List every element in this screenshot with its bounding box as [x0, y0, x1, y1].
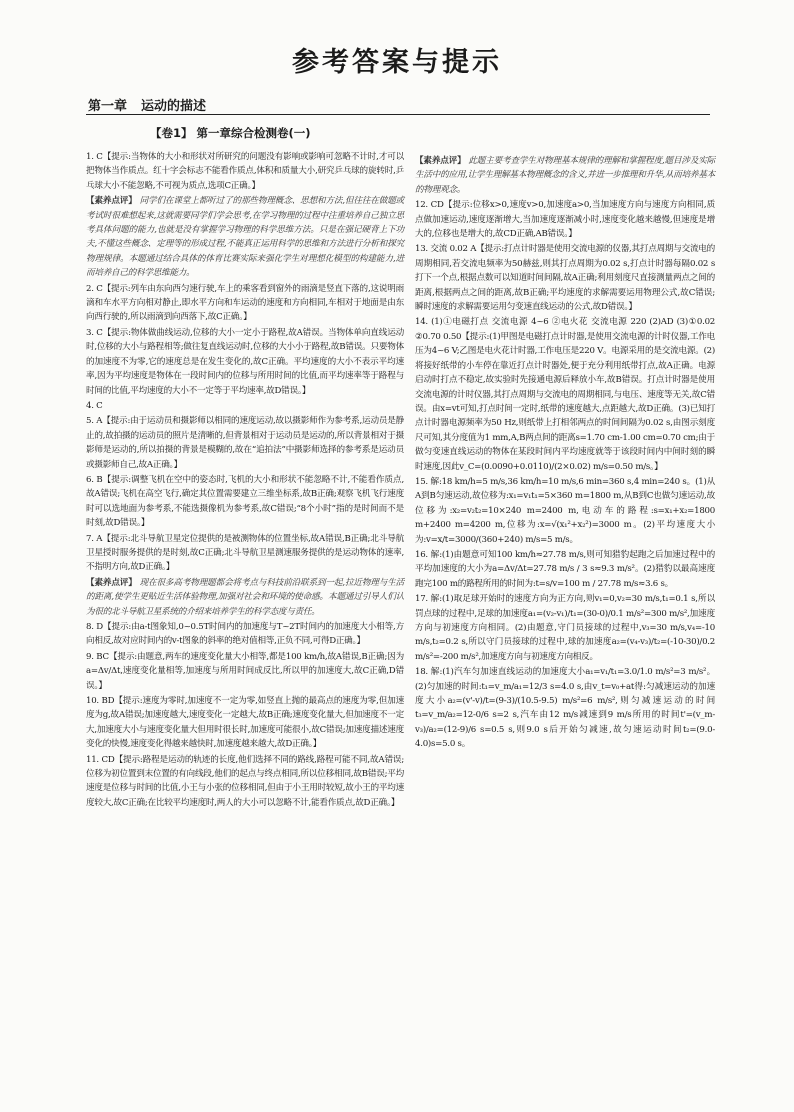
page-title: 参考答案与提示 [292, 47, 502, 78]
answer-item [86, 753, 404, 811]
chapter-heading [88, 95, 220, 114]
answer-item [86, 473, 404, 531]
answer-item [415, 242, 715, 314]
item-text: 11. CD【提示:路程是运动的轨迹的长度,他们选择不同的路线,路程可能不同,故A错误;位移为初位置到末位置的有向线段,他们的起点与终点相同,所以位移相同,故B错误;平均速度是位移与时间的比值,小王与小张的位移相同,但由于小王用时较短,故小王的平均速度较大,故C正确;在比较平均速度时,两人的大小可以忽略不计,能看作质点,故D正确。】 [86, 754, 404, 808]
answer-item [86, 150, 404, 193]
literacy-comment [415, 154, 715, 197]
item-text: 9. BC【提示:由题意,两车的速度变化量大小相等,都是100 km/h,故A错误,B正确;因为a=Δv/Δt,速度变化量相等,加速度与所用时间成反比,所以甲的加速度大,故C正确,D错误。】 [86, 651, 404, 691]
answer-item [415, 665, 715, 751]
comment-tag: 【素养点评】 [86, 577, 140, 588]
item-text: 17. 解:(1)取足球开始时的速度方向为正方向,则v₁=0,v₂=30 m/s,t₁=0.1 s,所以罚点球的过程中,足球的加速度a₁=(v₂-v₁)/t₁=(30-0)/0.1 m/s²=300 m/s²,加速度方向与初速度方向相同。(2)由题意,守门员接球的过程中,v₃=30 m/s,v₄=-10 m/s,t₂=0.2 s,所以守门员接球的过程中,球的加速度a₂=(v₄-v₃)/t₂=(-10-30)/0.2 m/s²=-200 m/s²,加速度方向与初速度方向相反。 [415, 594, 715, 662]
item-text: 7. A【提示:北斗导航卫星定位提供的是被测物体的位置坐标,故A错误,B正确;北斗导航卫星授时服务提供的是时刻,故C正确;北斗导航卫星测速服务提供的是运动物体的速率,不指明方向,故D正确。】 [86, 533, 404, 573]
answer-item [86, 399, 404, 413]
comment-tag: 【素养点评】 [86, 196, 140, 207]
quiz-tag: 【卷1】 [150, 126, 193, 140]
answer-item [415, 592, 715, 664]
item-text: 3. C【提示:物体做曲线运动,位移的大小一定小于路程,故A错误。当物体单向直线运动时,位移的大小与路程相等;做往复直线运动时,位移的大小小于路程,故B错误。只要物体的加速度不为零,它的速度总是在发生变化的,故C正确。平均速度的大小不表示平均速率,因为平均速度是物体在一段时间内的位移与所用时间的比值,而平均速率等于路程与时间的比值,平均速度的大小不一定等于平均速率,故D错误。】 [86, 327, 404, 396]
answer-item [86, 650, 404, 693]
answer-item [415, 548, 715, 591]
literacy-comment [86, 194, 404, 280]
left-column [86, 150, 404, 811]
quiz-heading [150, 125, 311, 141]
item-text: 6. B【提示:调整飞机在空中的姿态时,飞机的大小和形状不能忽略不计,不能看作质点,故A错误;飞机在高空飞行,确定其位置需要建立三维坐标系,故B正确;观察飞机飞行速度时可以选地面为参考系,不能选摄像机为参考系,故C错误;“8个小时”指的是时间而不是时刻,故D错误。】 [86, 474, 404, 529]
answer-item [86, 282, 404, 325]
answer-item [86, 694, 404, 752]
item-text: 1. C【提示:当物体的大小和形状对所研究的问题没有影响或影响可忽略不计时,才可以把物体当作质点。红十字会标志不能看作质点,体积和质量大小,研究乒乓球的旋转时,乒乓球大小不能忽略,不可视为质点,选项C正确。】 [86, 152, 404, 191]
answer-item [415, 198, 715, 241]
item-text: 2. C【提示:列车由东向西匀速行驶,车上的乘客看到窗外的雨滴是竖直下落的,这说明雨滴和车水平方向相对静止,即水平方向和车运动的速度和方向相同,车相对于地面是由东向西行驶的,所以雨滴到向西落下,故C正确。】 [86, 283, 404, 323]
item-text: 10. BD【提示:速度为零时,加速度不一定为零,如竖直上抛的最高点的速度为零,但加速度为g,故A错误;加速度越大,速度变化一定越大,故B正确;速度变化量大,但加速度不一定大,加速度大小与速度变化量大但用时很长时,加速度可能很小,故C错误;加速度描述速度变化的快慢,速度变化得越来越快时,加速度越来越大,故D正确。】 [86, 696, 404, 750]
item-text: 现在很多高考物理题都会将考点与科技前沿联系到一起,拉近物理与生活的距离,使学生更贴近生活体验物理,加强对社会和环境的使命感。本题通过引导人们认为很的北斗导航卫星系统的介绍来培养学生的科学态度与责任。 [86, 577, 405, 617]
answer-item [86, 326, 404, 398]
answer-item [415, 475, 715, 547]
answer-item [415, 315, 715, 473]
item-text: 18. 解:(1)汽车匀加速直线运动的加速度大小a₁=v₁/t₁=3.0/1.0 m/s²=3 m/s²。(2)匀加速的时间:t₁=v_m/a₁=12/3 s=4.0 s,由v_t=v₀+at得:匀减速运动的加速度大小a₂=(v'-v)/t=(9-3)/(10.5-9.5) m/s²=6 m/s²,则匀减速运动的时间t₃=v_m/a₂=12-0/6 s=2 s,汽车由12 m/s减速到9 m/s所用的时间t'=(v_m-v₃)/a₂=(12-9)/6 s=0.5 s,则9.0 s后开始匀减速,故匀速运动时间t₂=(9.0-4.0)s=5.0 s。 [415, 667, 715, 750]
right-column [415, 154, 715, 753]
answer-item [86, 532, 404, 575]
quiz-title: 第一章综合检测卷(一) [196, 126, 311, 140]
item-text: 13. 交流 0.02 A【提示:打点计时器是使用交流电源的仪器,其打点周期与交流电的周期相同,若交流电频率为50赫兹,则其打点周期为0.02 s,打点计时器每隔0.02 s打下一个点,根据点数可以知道时间间隔,故A正确;利用刻度尺直接测量两点之间的距离,根据两点之间的距离,故B正确;平均速度的求解需要运用物理公式,故C错误;瞬时速度的求解需要运用匀变速直线运动的公式,故D错误。】 [415, 244, 715, 313]
item-text: 4. C [86, 400, 103, 411]
item-text: 16. 解:(1)由题意可知100 km/h≈27.78 m/s,则可知猎豹起跑之后加速过程中的平均加速度的大小为a=Δv/Δt=27.78 m/s / 3 s≈9.3 m/s²。(2)猎豹以最高速度跑完100 m的路程所用的时间为:t=s/v=100 m / 27.78 m/s≈3.6 s。 [415, 549, 715, 589]
chapter-name: 运动的描述 [141, 99, 207, 114]
item-text: 8. D【提示:由a-t图象知,0~0.5T时间内的加速度与T~2T时间内的加速度大小相等,方向相反,故对应时间内的v-t图象的斜率的绝对值相等,正负不同,可得D正确。】 [86, 622, 404, 647]
comment-tag: 【素养点评】 [415, 156, 469, 166]
item-text: 12. CD【提示:位移x>0,速度v>0,加速度a>0,当加速度方向与速度方向相同,质点做加速运动,速度逐渐增大,当加速度逐渐减小时,速度变化越来越慢,但速度是增大的,位移也是增大的,故CD正确,AB错误。】 [415, 200, 715, 240]
item-text: 同学们在课堂上都听过了的那些物理概念、思想和方法,但往往在做题或考试时很难想起来,这就需要同学们学会思考,在学习物理的过程中注重培养自己独立思考具体问题的能力,也就是没有掌握学习物理的科学思维方法。只是在强记硬背上下功夫,不懂这些概念、定理等的形成过程,不能真正运用科学的思维和方法进行分析和探究物理规律。本题通过结合具体的体育比赛实际来强化学生对理想化模型的构建能力,进而培养自己的科学思维能力。 [86, 196, 405, 279]
chapter-divider [86, 114, 710, 115]
answer-item [86, 414, 404, 472]
answer-item [86, 620, 404, 649]
chapter-number: 第一章 [88, 99, 128, 114]
item-text: 14. (1)①电磁打点 交流电源 4~6 ②电火花 交流电源 220 (2)AD (3)①0.02 ②0.70 0.50【提示:(1)甲图是电磁打点计时器,是使用交流电源的计时仪器,工作电压为4~6 V;乙图是电火花计时器,工作电压是220 V。电源采用的是交流电源。(2)将接好纸带的小车停在靠近打点计时器处,便于充分利用纸带打点,故A正确。电源启动时打点不稳定,故实验时先接通电源后释放小车,故B错误。打点计时器是使用交流电源的计时仪器,其打点周期与交流电的周期相同,与电压、速度等无关,故C错误。由x=vt可知,打点时间一定时,纸带的速度越大,点距越大,故D正确。(3)已知打点计时器电源频率为50 Hz,则纸带上打相邻两点的时间间隔为0.02 s,由图示刻度尺可知,其分度值为1 mm,A,B两点间的距离s=1.70 cm-1.00 cm=0.70 cm;由于做匀变速直线运动的物体在某段时间内平均速度就等于该段时间内中间时刻的瞬时速度,因此v_C=(0.0090+0.0110)/(2×0.02) m/s=0.50 m/s。】 [415, 317, 715, 472]
item-text: 5. A【提示:由于运动员和摄影师以相同的速度运动,故以摄影师作为参考系,运动员是静止的,故拍摄的运动员的照片是清晰的,但背景相对于运动员是运动的,所以背景相对于摄影师是运动的,所以拍摄的背景是模糊的,故在“追拍法”中摄影师选择的参考系是运动员或摄影师自己,故A正确。】 [86, 416, 404, 470]
literacy-comment [86, 576, 404, 619]
item-text: 15. 解:18 km/h=5 m/s,36 km/h=10 m/s,6 min=360 s,4 min=240 s。(1)从A到B匀速运动,故位移为:x₁=v₁t₁=5×360 m=1800 m,从B到C也做匀速运动,故位移为:x₂=v₂t₂=10×240 m=2400 m,电动车的路程:s=x₁+x₂=1800 m+2400 m=4200 m,位移为:x=√(x₁²+x₂²)=3000 m。(2)平均速度大小为:v=x/t=3000/(360+240) m/s=5 m/s。 [415, 476, 715, 545]
item-text: 此题主要考查学生对物理基本规律的理解和掌握程度,题目涉及实际生活中的应用,让学生理解基本物理概念的含义,并进一步推理和升华,从而培养基本的物理观念。 [415, 156, 715, 195]
